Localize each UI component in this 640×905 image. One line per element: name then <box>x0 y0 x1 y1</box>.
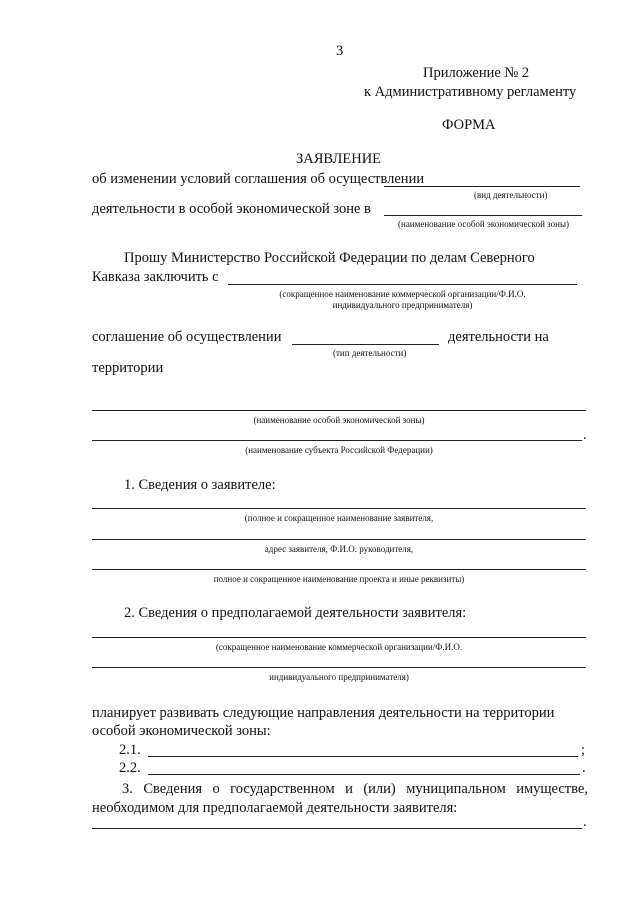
hint-organization-1: (сокращенное наименование коммерческой организации/Ф.И.О. <box>279 289 526 299</box>
appendix-number: Приложение № 2 <box>423 65 530 81</box>
plans-line-1: планирует развивать следующие направления деятельности на территории <box>92 705 555 721</box>
section-3-word: и <box>345 781 353 797</box>
period-mark-2: . <box>582 760 586 776</box>
title-line-1: об изменении условий соглашения об осуществлении <box>92 171 425 187</box>
section-3-word: имуществе, <box>516 781 588 797</box>
applicant-name-blank[interactable] <box>92 508 586 509</box>
property-blank[interactable] <box>92 828 582 829</box>
title-line-2: деятельности в особой экономической зоне в <box>92 201 371 217</box>
hint-entrepreneur: индивидуального предпринимателя) <box>269 672 409 682</box>
direction-2-2-blank[interactable] <box>148 774 580 775</box>
territory-zone-blank[interactable] <box>92 410 586 411</box>
item-2-1-label: 2.1. <box>119 742 141 758</box>
section-2-title: 2. Сведения о предполагаемой деятельности заявителя: <box>124 605 467 621</box>
hint-commercial-org: (сокращенное наименование коммерческой организации/Ф.И.О. <box>215 642 463 652</box>
project-details-blank[interactable] <box>92 569 586 570</box>
appendix-regulation: к Административному регламенту <box>364 84 577 100</box>
agreement-text-2: деятельности на <box>448 329 549 345</box>
hint-activity-kind: (вид деятельности) <box>474 190 548 200</box>
hint-territory-zone: (наименование особой экономической зоны) <box>253 415 425 425</box>
direction-2-1-blank[interactable] <box>148 756 578 757</box>
section-3-number: 3. <box>122 781 133 797</box>
hint-applicant-name: (полное и сокращенное наименование заявителя, <box>244 513 434 523</box>
section-3-line-1 <box>122 782 588 797</box>
document-title: ЗАЯВЛЕНИЕ <box>296 151 382 167</box>
hint-zone-name: (наименование особой экономической зоны) <box>398 219 570 229</box>
semicolon-mark: ; <box>581 742 586 758</box>
hint-organization-2: индивидуального предпринимателя) <box>332 300 473 310</box>
activity-kind-blank[interactable] <box>384 186 580 187</box>
territory-label: территории <box>92 360 164 376</box>
section-3-word: государственном <box>230 781 335 797</box>
plans-line-2: особой экономической зоны: <box>92 723 271 739</box>
period-mark: . <box>583 427 587 443</box>
request-line-2: Кавказа заключить с <box>92 269 219 285</box>
section-1-title: 1. Сведения о заявителе: <box>124 477 276 493</box>
hint-federal-subject: (наименование субъекта Российской Федерации) <box>245 445 433 455</box>
section-3-word: Сведения <box>143 781 203 797</box>
section-3-word: (или) <box>363 781 396 797</box>
hint-project-details: полное и сокращенное наименование проекта и иные реквизиты) <box>213 574 465 584</box>
section-3-word: о <box>212 781 220 797</box>
organization-blank[interactable] <box>228 284 577 285</box>
applicant-address-blank[interactable] <box>92 539 586 540</box>
commercial-org-blank[interactable] <box>92 637 586 638</box>
hint-activity-type: (тип деятельности) <box>333 348 407 358</box>
hint-applicant-address: адрес заявителя, Ф.И.О. руководителя, <box>264 544 414 554</box>
entrepreneur-blank[interactable] <box>92 667 586 668</box>
period-mark-3: . <box>583 814 587 830</box>
item-2-2-label: 2.2. <box>119 760 141 776</box>
section-3-line-2: необходимом для предполагаемой деятельности заявителя: <box>92 800 458 816</box>
page-number: 3 <box>336 43 344 59</box>
form-label: ФОРМА <box>442 117 496 133</box>
section-3-word: муниципальном <box>406 781 506 797</box>
request-line-1: Прошу Министерство Российской Федерации по делам Северного <box>124 250 535 266</box>
activity-type-blank[interactable] <box>292 344 439 345</box>
agreement-text-1: соглашение об осуществлении <box>92 329 282 345</box>
federal-subject-blank[interactable] <box>92 440 582 441</box>
zone-name-blank[interactable] <box>384 215 582 216</box>
